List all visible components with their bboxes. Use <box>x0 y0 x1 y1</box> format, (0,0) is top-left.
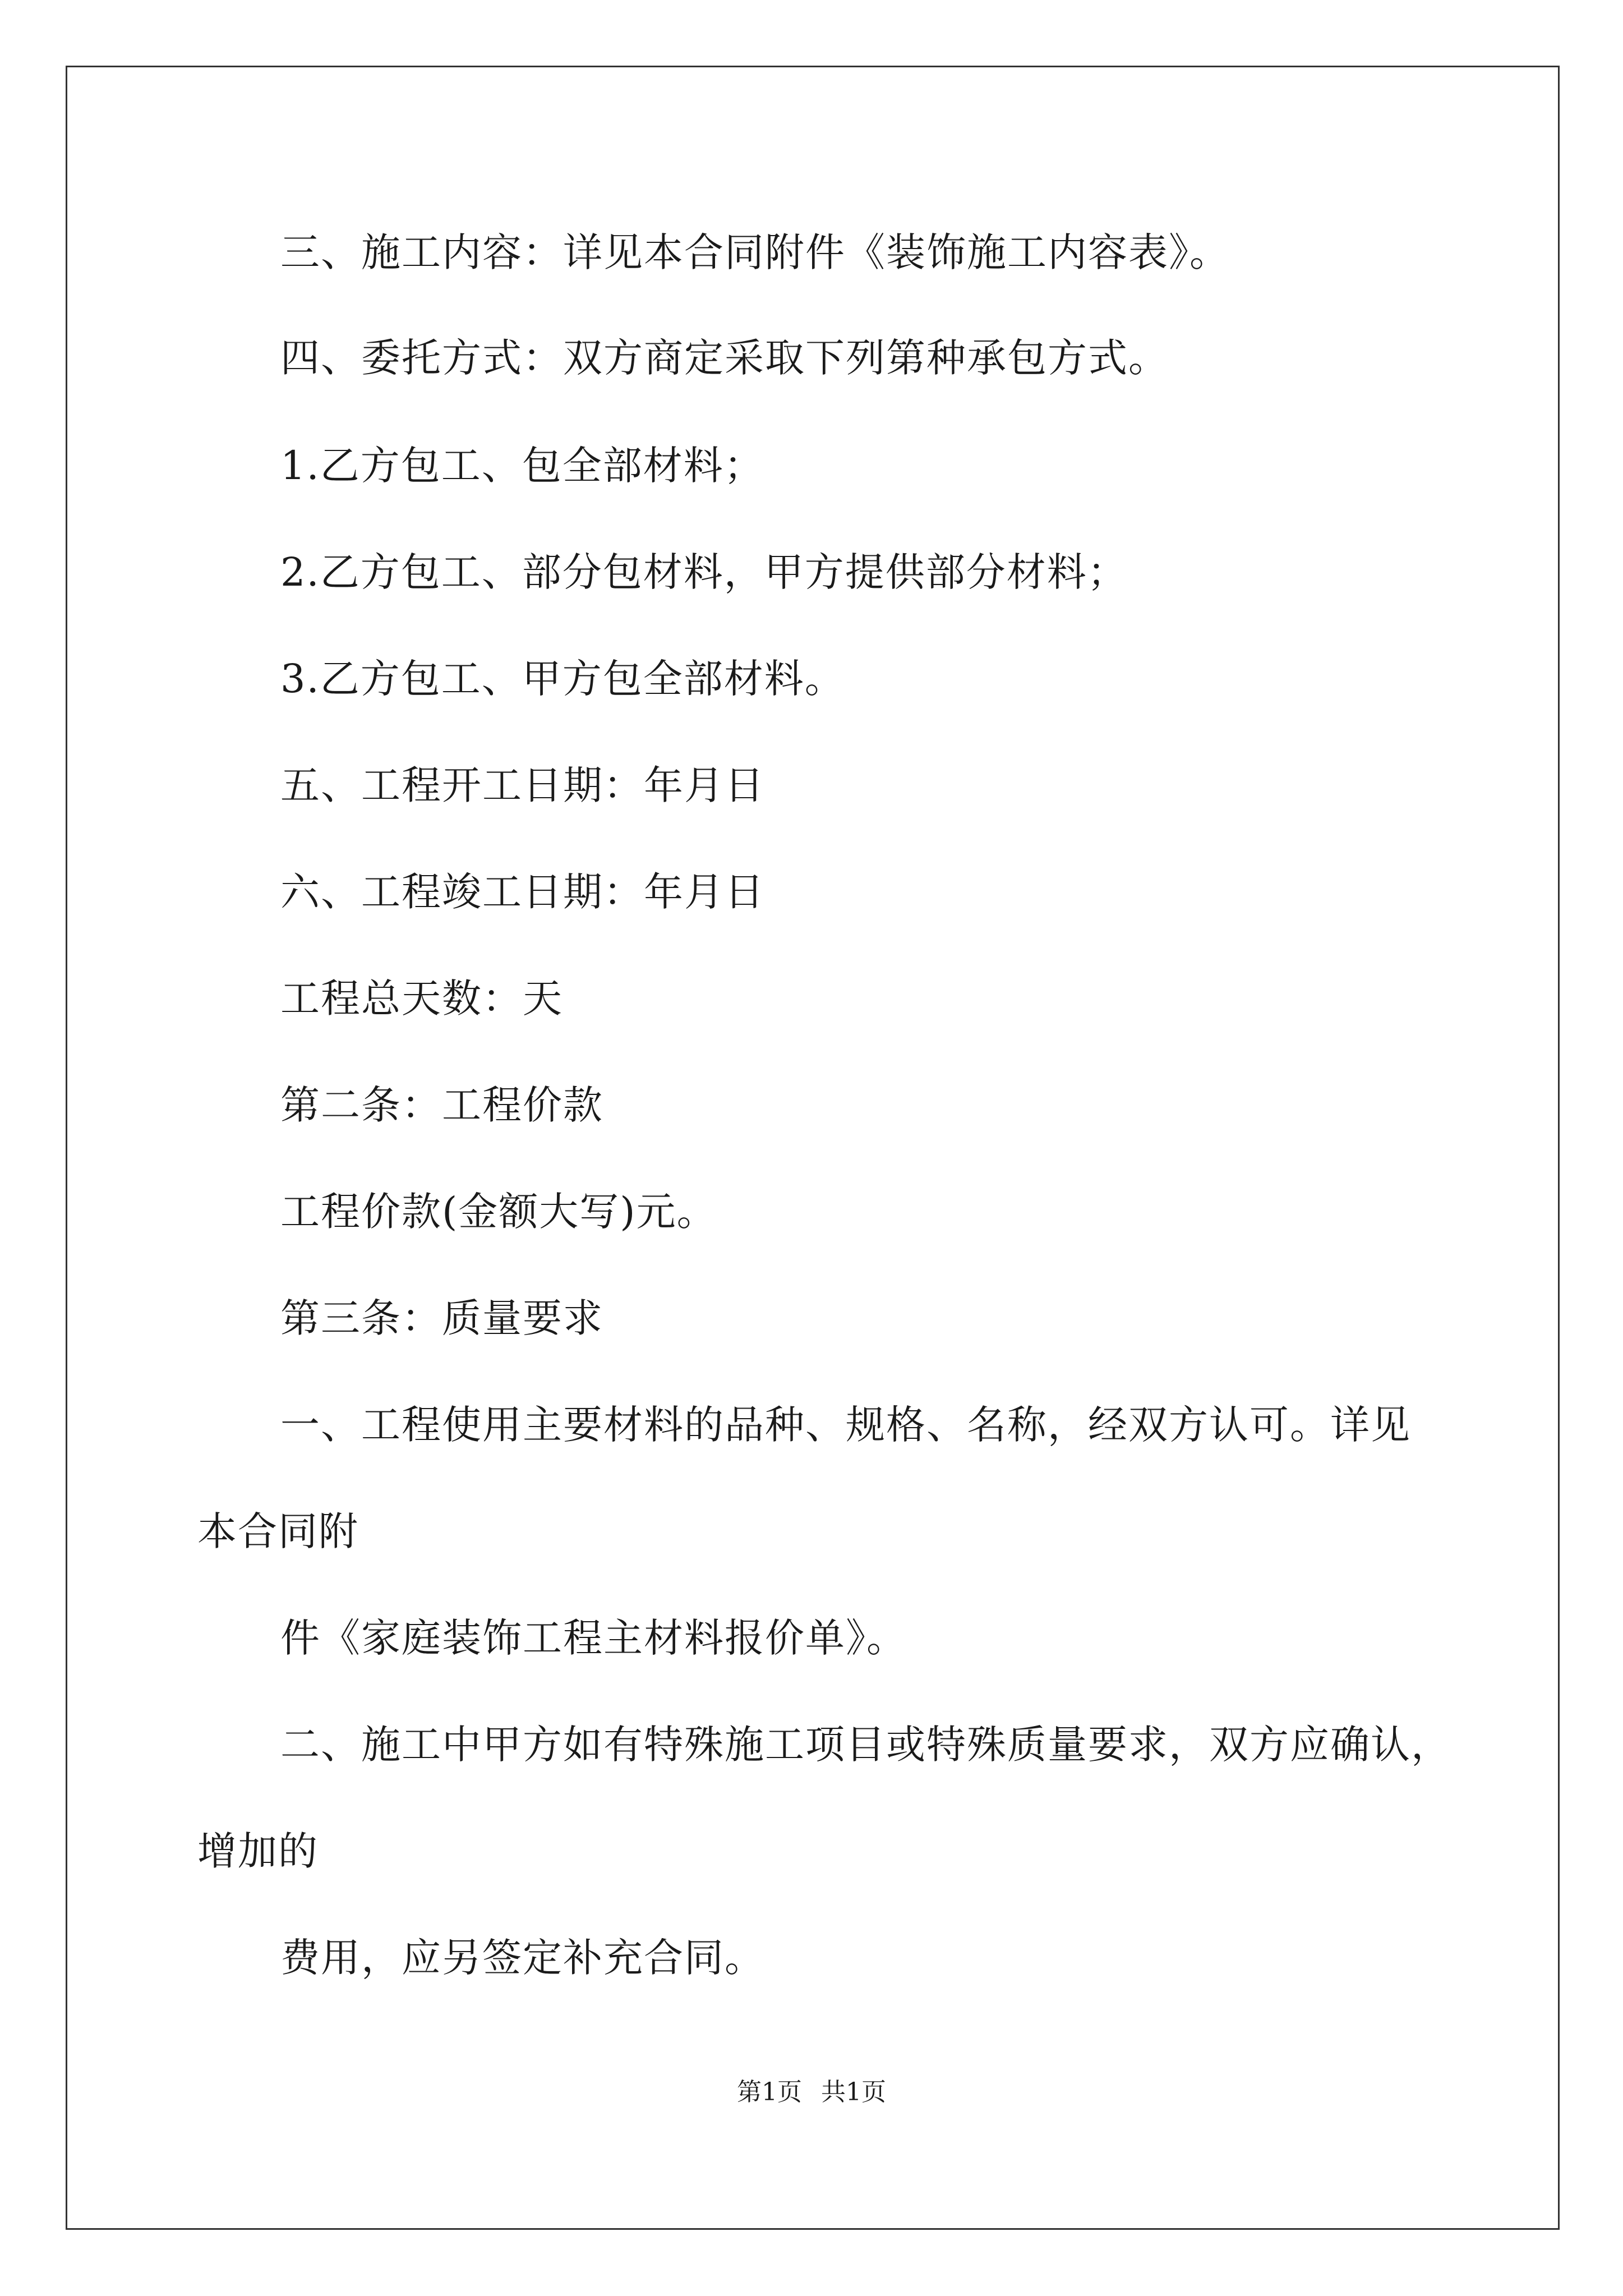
text-line: 增加的 <box>197 1828 319 1874</box>
text-line: 本合同附 <box>197 1508 359 1554</box>
text-line: 二、施工中甲方如有特殊施工项目或特殊质量要求，双方应确认， <box>280 1722 1451 1768</box>
text-line: 五、工程开工日期：年月日 <box>280 762 765 808</box>
text-line: 一、工程使用主要材料的品种、规格、名称，经双方认可。详见 <box>280 1402 1411 1448</box>
text-line: 2.乙方包工、部分包材料，甲方提供部分材料； <box>280 549 1128 595</box>
page-total: 共1页 <box>821 2078 886 2106</box>
text-line: 四、委托方式：双方商定采取下列第种承包方式。 <box>280 335 1169 381</box>
page-footer <box>0 2076 1623 2109</box>
page-number: 第1页 <box>737 2078 802 2106</box>
text-line: 3.乙方包工、甲方包全部材料。 <box>280 656 845 702</box>
text-line: 三、施工内容：详见本合同附件《装饰施工内容表》。 <box>280 229 1230 275</box>
section-heading: 第三条：质量要求 <box>280 1295 603 1341</box>
section-heading: 第二条：工程价款 <box>280 1082 603 1128</box>
text-line: 工程价款(金额大写)元。 <box>280 1189 717 1235</box>
text-line: 费用，应另签定补充合同。 <box>280 1935 765 1981</box>
page-border <box>66 66 1560 2230</box>
text-line: 六、工程竣工日期：年月日 <box>280 869 765 915</box>
text-line: 1.乙方包工、包全部材料； <box>280 443 764 489</box>
text-line: 件《家庭装饰工程主材料报价单》。 <box>280 1615 907 1661</box>
text-line: 工程总天数：天 <box>280 976 563 1022</box>
